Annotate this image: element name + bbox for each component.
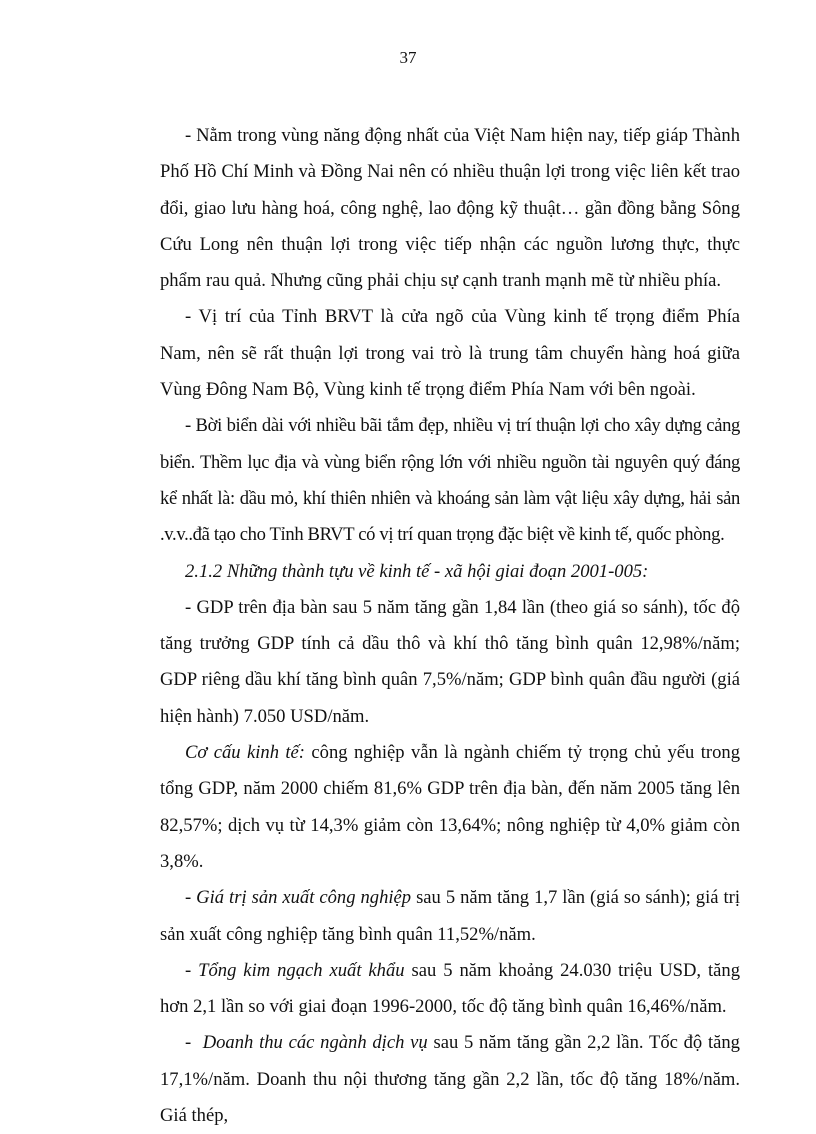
- bullet-dash: -: [185, 959, 199, 981]
- paragraph-gateway-position: - Vị trí của Tỉnh BRVT là cửa ngõ của Vùng kinh tế trọng điểm Phía Nam, nên sẽ rất thuận lợi trong vai trò là trung tâm chuyển hàng hoá giữa Vùng Đông Nam Bộ, Vùng kinh tế trọng điểm Phía Nam với bên ngoài.: [160, 306, 740, 401]
- lead-phrase: Cơ cấu kinh tế:: [185, 742, 306, 764]
- paragraph-rest: sau 5 năm tăng 1,7 lần (giá so sánh); giá trị sản xuất công nghiệp tăng bình quân 11,52%/năm.: [160, 887, 740, 945]
- lead-phrase: Giá trị sản xuất công nghiệp: [196, 887, 412, 909]
- paragraph-rest: công nghiệp vẫn là ngành chiếm tỷ trọng chủ yếu trong tổng GDP, năm 2000 chiếm 81,6% GDP trên địa bàn, đến năm 2005 tăng lên 82,57%; dịch vụ từ 14,3% giảm còn 13,64%; nông nghiệp từ 4,0% giảm còn 3,8%.: [160, 742, 740, 872]
- body-text: [160, 118, 740, 1134]
- page-number: 37: [399, 48, 417, 67]
- paragraph-coastline-resources: - Bời biển dài với nhiều bãi tắm đẹp, nhiều vị trí thuận lợi cho xây dựng cảng biển. Thềm lục địa và vùng biển rộng lớn với nhiều nguồn tài nguyên quý đáng kể nhất là: dầu mỏ, khí thiên nhiên và khoáng sản làm vật liệu xây dựng, hải sản .v.v..đã tạo cho Tỉnh BRVT có vị trí quan trọng đặc biệt về kinh tế, quốc phòng.: [160, 415, 740, 546]
- paragraph-gdp-growth: - GDP trên địa bàn sau 5 năm tăng gần 1,84 lần (theo giá so sánh), tốc độ tăng trưởng GDP tính cả dầu thô và khí thô tăng bình quân 12,98%/năm; GDP riêng dầu khí tăng bình quân 7,5%/năm; GDP bình quân đầu người (giá hiện hành) 7.050 USD/năm.: [160, 596, 740, 727]
- paragraph-services-revenue: [160, 1025, 740, 1134]
- bullet-dash: -: [185, 887, 197, 909]
- paragraph-rest: sau 5 năm khoảng 24.030 triệu USD, tăng hơn 2,1 lần so với giai đoạn 1996-2000, tốc độ tăng bình quân 16,46%/năm.: [160, 959, 740, 1018]
- paragraph-location-advantages: - Nằm trong vùng năng động nhất của Việt Nam hiện nay, tiếp giáp Thành Phố Hồ Chí Minh và Đồng Nai nên có nhiều thuận lợi trong việc liên kết trao đổi, giao lưu hàng hoá, công nghệ, lao động kỹ thuật… gần đồng bằng Sông Cứu Long nên thuận lợi trong việc tiếp nhận các nguồn lương thực, thực phẩm rau quả. Nhưng cũng phải chịu sự cạnh tranh mạnh mẽ từ nhiều phía.: [160, 125, 740, 292]
- section-heading: [160, 554, 740, 590]
- paragraph-rest: sau 5 năm tăng gần 2,2 lần. Tốc độ tăng 17,1%/năm. Doanh thu nội thương tăng gần 2,2 lần, tốc độ tăng 18%/năm. Giá thép,: [160, 1032, 740, 1127]
- lead-phrase: Tổng kim ngạch xuất khẩu: [198, 959, 405, 981]
- lead-phrase: Doanh thu các ngành dịch vụ: [202, 1032, 428, 1054]
- paragraph-export-turnover: [160, 953, 740, 1026]
- paragraph-industrial-output: [160, 880, 740, 953]
- bullet-dash: -: [185, 1032, 203, 1054]
- paragraph-economic-structure: [160, 735, 740, 880]
- section-heading-text: 2.1.2 Những thành tựu về kinh tế - xã hội giai đoạn 2001-005:: [185, 560, 649, 582]
